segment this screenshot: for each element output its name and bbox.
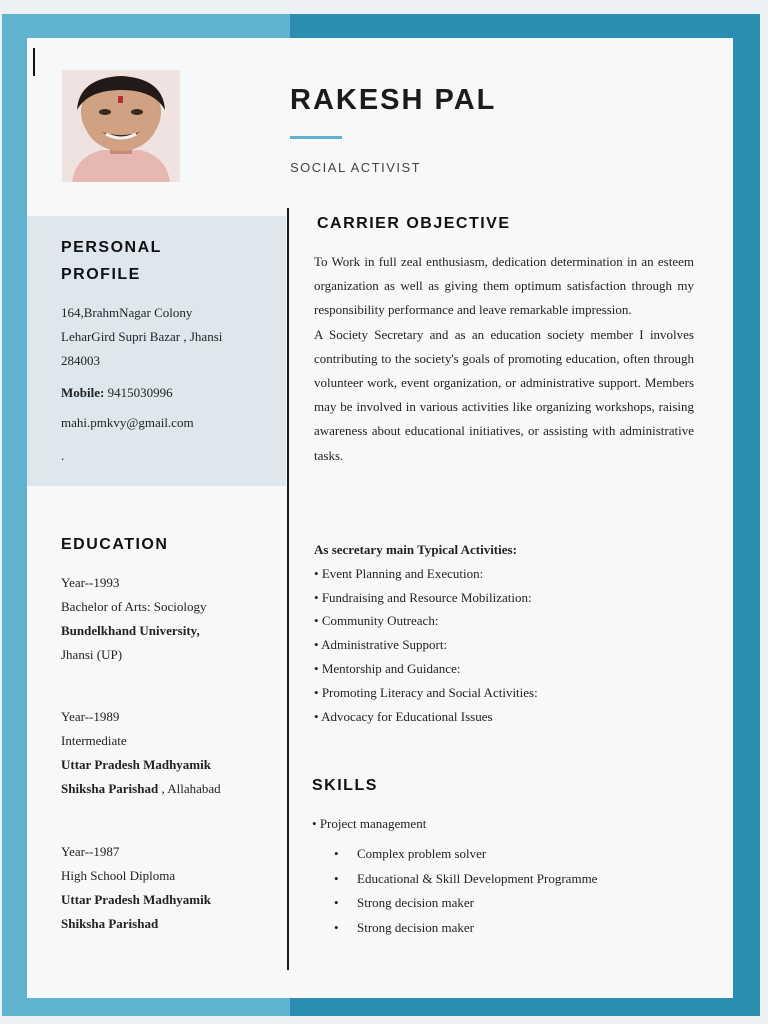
activities-list <box>314 562 694 729</box>
education-degree: Bachelor of Arts: Sociology <box>61 599 207 614</box>
education-entry <box>61 571 207 667</box>
candidate-role: SOCIAL ACTIVIST <box>290 160 422 175</box>
objective-paragraph-2: A Society Secretary and as an education society member I involves contributing to the society's goals of promoting education, often through volunteer work, event organization, or administrative support. Members may be involved in various activities like organizing workshops, raising awareness about educational initiatives, or assisting with administrative tasks. <box>314 326 694 463</box>
education-place: , Allahabad <box>158 781 221 796</box>
list-item: • Community Outreach: <box>314 609 694 633</box>
column-divider <box>287 208 289 970</box>
education-degree: High School Diploma <box>61 868 176 883</box>
stray-dot: . <box>61 448 65 463</box>
pen-mark <box>33 48 35 76</box>
list-item: • Complex problem solver <box>334 842 597 867</box>
list-item: • Strong decision maker <box>334 891 597 916</box>
education-institution: Uttar Pradesh Madhyamik <box>61 757 211 772</box>
address-line-3: 284003 <box>61 353 100 368</box>
objective-paragraph-1: To Work in full zeal enthusiasm, dedication determination in an esteem organization as well as giving them optimum satisfaction through my responsibility performance and leave remarkable impression. <box>314 254 694 318</box>
education-institution: Uttar Pradesh Madhyamik <box>61 892 211 907</box>
list-item: • Advocacy for Educational Issues <box>314 705 694 729</box>
person-portrait-icon <box>62 70 180 182</box>
activities-heading: As secretary main Typical Activities: <box>314 542 517 557</box>
education-title: EDUCATION <box>61 536 169 553</box>
personal-profile-title-line2: PROFILE <box>61 266 141 283</box>
address-block <box>61 301 222 373</box>
education-institution: Bundelkhand University, <box>61 623 200 638</box>
address-line-2: LeharGird Supri Bazar , Jhansi <box>61 329 223 344</box>
list-item: • Administrative Support: <box>314 633 694 657</box>
email-address: mahi.pmkvy@gmail.com <box>61 415 194 430</box>
mobile-line <box>61 381 173 405</box>
personal-profile-title <box>61 234 162 288</box>
list-item: • Educational & Skill Development Programme <box>334 867 597 892</box>
education-institution-name: Shiksha Parishad <box>61 781 159 796</box>
personal-profile-title-line1: PERSONAL <box>61 239 162 256</box>
address-line-1: 164,BrahmNagar Colony <box>61 305 193 320</box>
education-year: Year--1993 <box>61 575 120 590</box>
education-degree: Intermediate <box>61 733 127 748</box>
education-entry <box>61 705 221 801</box>
name-accent-rule <box>290 136 342 139</box>
skills-top-item: • Project management <box>312 812 426 836</box>
list-item: • Mentorship and Guidance: <box>314 657 694 681</box>
education-institution-line2: Shiksha Parishad <box>61 916 159 931</box>
objective-title: CARRIER OBJECTIVE <box>317 215 511 232</box>
objective-text <box>314 250 694 468</box>
profile-photo <box>62 70 180 182</box>
mobile-label: Mobile: <box>61 385 105 400</box>
mobile-number: 9415030996 <box>107 385 173 400</box>
list-item: • Fundraising and Resource Mobilization: <box>314 586 694 610</box>
list-item: • Strong decision maker <box>334 916 597 941</box>
list-item: • Event Planning and Execution: <box>314 562 694 586</box>
education-year: Year--1987 <box>61 844 120 859</box>
education-institution-line2 <box>61 777 221 801</box>
education-entry <box>61 840 211 936</box>
skills-list <box>334 842 597 940</box>
skills-title: SKILLS <box>312 777 378 794</box>
candidate-name: RAKESH PAL <box>290 84 497 116</box>
education-year: Year--1989 <box>61 709 120 724</box>
education-place: Jhansi (UP) <box>61 647 123 662</box>
list-item: • Promoting Literacy and Social Activities: <box>314 681 694 705</box>
activities-block <box>314 538 694 728</box>
